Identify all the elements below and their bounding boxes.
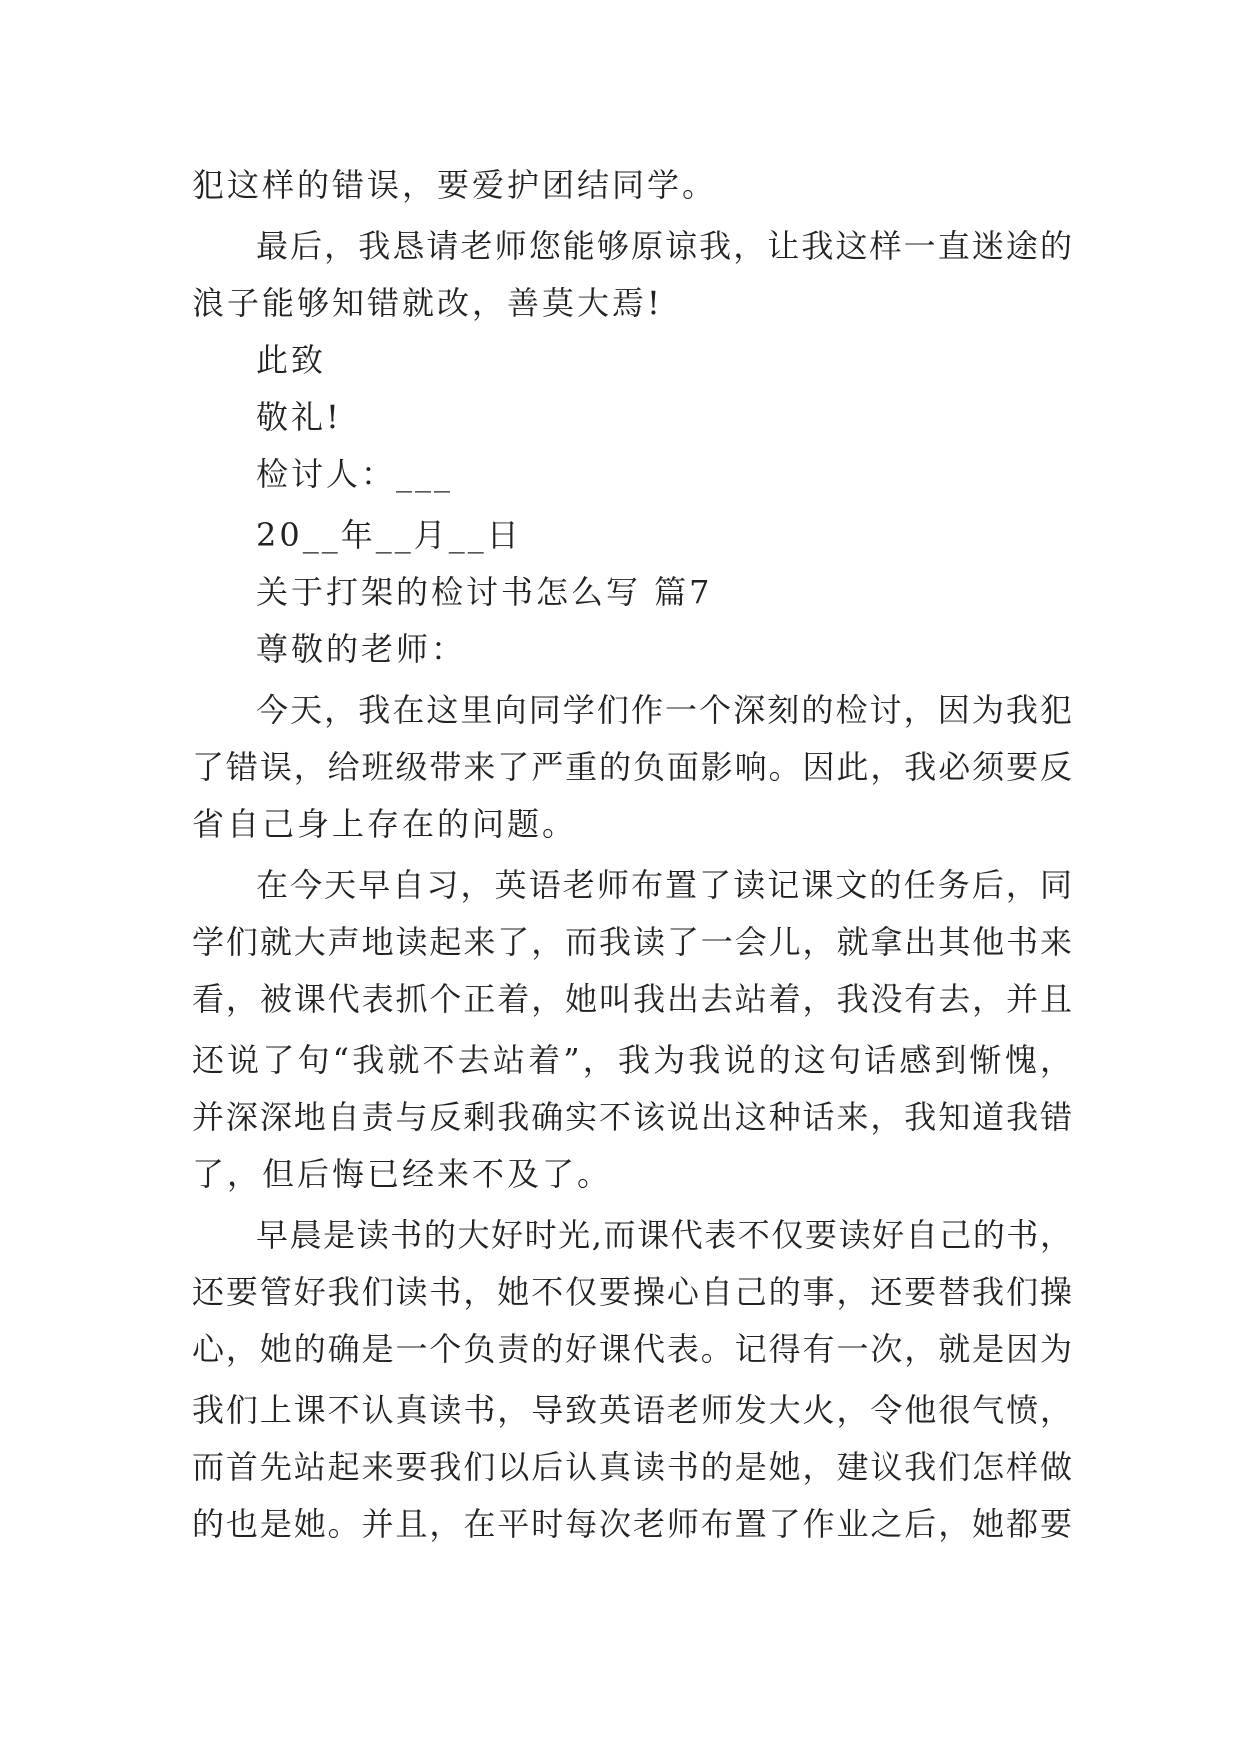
- text-line: 而首先站起来要我们以后认真读书的是她，建议我们怎样做: [192, 1448, 1072, 1486]
- text-line: 检讨人：___: [256, 455, 454, 493]
- text-line: 最后，我恳请老师您能够原谅我，让我这样一直迷途的: [256, 227, 1072, 265]
- text-line: 心，她的确是一个负责的好课代表。记得有一次，就是因为: [192, 1330, 1072, 1368]
- text-line: 今天，我在这里向同学们作一个深刻的检讨，因为我犯: [256, 691, 1072, 729]
- text-line: 我们上课不认真读书，导致英语老师发大火，令他很气愤，: [192, 1391, 1072, 1429]
- text-line: 在今天早自习，英语老师布置了读记课文的任务后，同: [256, 866, 1072, 904]
- text-line: 此致: [256, 341, 327, 379]
- text-line: 早晨是读书的大好时光,而课代表不仅要读好自己的书，: [256, 1216, 1072, 1254]
- text-line: 的也是她。并且，在平时每次老师布置了作业之后，她都要: [192, 1505, 1072, 1543]
- text-line: 看，被课代表抓个正着，她叫我出去站着，我没有去，并且: [192, 980, 1072, 1018]
- text-line: 浪子能够知错就改，善莫大焉!: [192, 284, 663, 322]
- text-line: 还说了句“我就不去站着”，我为我说的这句话感到惭愧，: [192, 1041, 1072, 1079]
- text-line: 敬礼!: [256, 398, 342, 436]
- text-line: 学们就大声地读起来了，而我读了一会儿，就拿出其他书来: [192, 923, 1072, 961]
- text-line: 了错误，给班级带来了严重的负面影响。因此，我必须要反: [192, 748, 1072, 786]
- text-line: 并深深地自责与反剩我确实不该说出这种话来，我知道我错: [192, 1098, 1072, 1136]
- text-line: 了，但后悔已经来不及了。: [192, 1155, 613, 1193]
- text-line: 犯这样的错误，要爱护团结同学。: [192, 166, 718, 204]
- text-line: 还要管好我们读书，她不仅要操心自己的事，还要替我们操: [192, 1273, 1072, 1311]
- section-heading: 关于打架的检讨书怎么写 篇7: [256, 573, 713, 611]
- text-line: 省自己身上存在的问题。: [192, 805, 578, 843]
- text-line: 20__年__月__日: [256, 516, 522, 554]
- salutation: 尊敬的老师：: [256, 630, 467, 668]
